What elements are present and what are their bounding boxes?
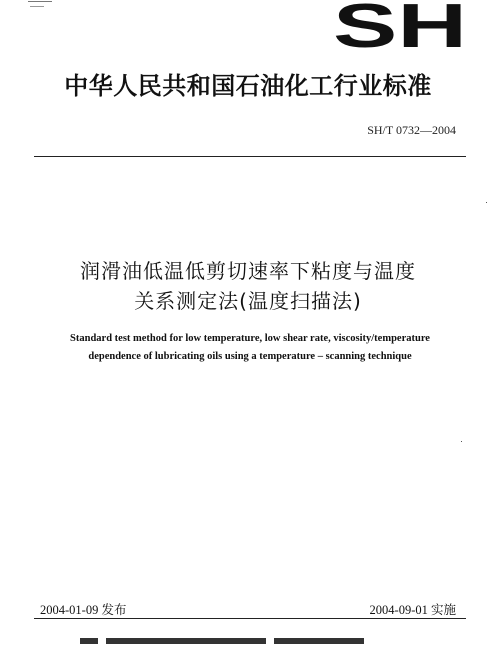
english-title-line-1: Standard test method for low temperature, low shear rate, viscosity/temperature <box>70 333 430 344</box>
sh-logo-text: SH <box>333 2 467 50</box>
cropped-publisher-line <box>60 636 380 648</box>
scan-speck <box>461 441 462 442</box>
sh-logo <box>331 2 469 50</box>
english-title <box>30 330 470 366</box>
standard-code: SH/T 0732—2004 <box>367 123 456 137</box>
scan-speck <box>486 202 487 203</box>
english-title-line-2: dependence of lubricating oils using a temperature – scanning technique <box>88 351 412 362</box>
cropped-glyph <box>106 638 266 644</box>
chinese-title-line-2: 关系测定法(温度扫描法) <box>134 289 362 313</box>
corner-scan-marks <box>0 0 60 14</box>
cropped-glyph <box>80 638 98 644</box>
scan-mark <box>28 1 52 2</box>
bottom-divider <box>34 618 466 619</box>
scan-mark <box>30 6 44 7</box>
cropped-glyph <box>274 638 364 644</box>
chinese-title-line-1: 润滑油低温低剪切速率下粘度与温度 <box>80 259 416 283</box>
implementation-date: 2004-09-01 实施 <box>369 603 456 617</box>
standard-category-title: 中华人民共和国石油化工行业标准 <box>64 72 432 100</box>
chinese-title <box>0 256 496 316</box>
top-divider <box>34 156 466 157</box>
issue-date: 2004-01-09 发布 <box>40 603 127 617</box>
